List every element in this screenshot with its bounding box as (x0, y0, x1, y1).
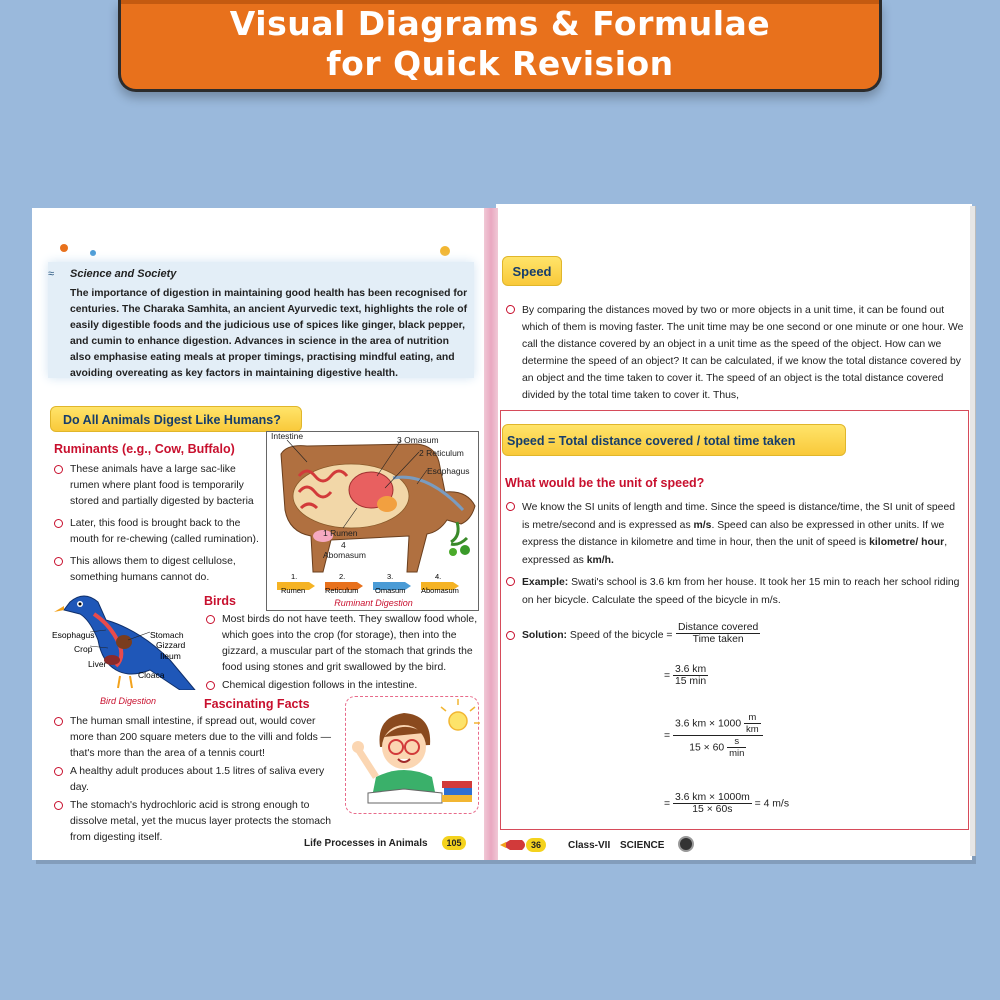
solution-line (506, 628, 806, 644)
step-name: Abomasum (421, 586, 459, 595)
fraction-3 (664, 712, 763, 759)
bird-label: Ileum (160, 651, 181, 661)
list-item: These animals have a large sac-like rumen where plant food is temporarily stored and partially digested by bacteria (54, 462, 264, 510)
list-item: The stomach's hydrochloric acid is strong enough to dissolve metal, yet the mucus layer protects the stomach from digesting itself. (54, 798, 340, 846)
equals-sign: = (664, 730, 671, 742)
unit-text-d: kilometre/ hour (869, 537, 945, 548)
fraction-4 (664, 792, 789, 815)
solution-result: = 4 m/s (754, 798, 790, 810)
unit-denominator: min (729, 748, 745, 759)
unit-numerator: s (727, 736, 746, 748)
step-name: Rumen (281, 586, 306, 595)
bird-label: Gizzard (156, 640, 186, 650)
cow-label: Intestine (271, 431, 304, 441)
example-text (506, 574, 964, 609)
bird-label: Liver (88, 659, 107, 669)
fraction-denominator: Time taken (692, 634, 744, 645)
speed-formula: Speed = Total distance covered / total time taken (507, 434, 796, 448)
cow-label: 2 Reticulum (419, 448, 464, 458)
speed-title: Speed (512, 264, 552, 279)
fraction-denominator: 15 min (674, 676, 707, 687)
solution-label: Solution: (522, 630, 568, 641)
fraction-numerator: 3.6 km × 1000m (674, 792, 750, 803)
promo-banner (118, 0, 882, 92)
decor-dot (90, 250, 96, 256)
section-title-text: Do All Animals Digest Like Humans? (63, 413, 281, 427)
bird-label: Cloaca (138, 670, 165, 680)
unit-text-a: We know the SI units of length and time. Since the speed is distance/time, the SI unit of speed is metre/second and is expressed as (522, 502, 956, 531)
fraction-numerator: Distance covered (678, 622, 759, 633)
footer-class: Class-VII (568, 840, 611, 851)
cow-illustration (267, 432, 480, 612)
speed-formula-pill (502, 424, 846, 456)
step-name: Omasum (375, 586, 406, 595)
page-number-right: 36 (526, 838, 546, 852)
ruminants-list (54, 462, 264, 586)
fraction-2 (664, 664, 708, 687)
speed-title-pill (502, 256, 562, 286)
facts-heading: Fascinating Facts (204, 697, 310, 711)
footer-subject: SCIENCE (620, 840, 665, 851)
section-title-animals (50, 406, 302, 432)
list-item: Later, this food is brought back to the mouth for re-chewing (called rumination). (54, 516, 264, 548)
banner-line-1: Visual Diagrams & Formulae (229, 4, 771, 43)
student-reading-icon (346, 697, 480, 815)
numerator-main: 3.6 km × 1000 (674, 718, 742, 730)
unit-denominator: km (746, 724, 759, 735)
step-number: 4. (435, 572, 442, 581)
decor-dot (60, 244, 68, 252)
fraction-numerator (673, 712, 763, 736)
example-label: Example: (522, 577, 569, 588)
step-number: 1. (291, 572, 298, 581)
formula-frame (500, 410, 969, 830)
bird-caption: Bird Digestion (100, 696, 157, 706)
fraction-denominator: 15 × 60s (692, 804, 733, 815)
facts-list (54, 714, 340, 846)
banner-line-2: for Quick Revision (326, 44, 674, 83)
fraction-numerator: 3.6 km (674, 664, 707, 675)
unit-text-e: , expressed as (522, 537, 948, 566)
step-number: 3. (387, 572, 394, 581)
cow-label: 1 Rumen (323, 528, 358, 538)
unit-text-b: m/s (693, 519, 712, 531)
footer-chapter-title: Life Processes in Animals (304, 838, 428, 849)
denominator-main: 15 × 60 (689, 742, 725, 754)
equals-sign: = (664, 798, 671, 810)
page-number-left: 105 (442, 836, 466, 850)
list-item: Chemical digestion follows in the intestine. (206, 678, 480, 694)
bird-label: Stomach (150, 630, 184, 640)
solution-text: Speed of the bicycle = (567, 630, 673, 641)
book-spine (484, 208, 498, 860)
cow-label: 3 Omasum (397, 435, 439, 445)
unit-heading: What would be the unit of speed? (505, 476, 705, 490)
list-item: Most birds do not have teeth. They swallow food whole, which goes into the crop (for storage), then into the gizzard, a muscular part of the stomach that grinds the food using stones and grit swallowed by the bird. (206, 612, 480, 676)
bird-label: Crop (74, 644, 93, 654)
fraction-denominator (673, 736, 763, 759)
unit-numerator: m (744, 712, 761, 724)
birds-heading: Birds (204, 594, 236, 608)
cow-label: Esophagus (427, 466, 470, 476)
science-society-title: Science and Society (70, 268, 177, 280)
decor-dot (440, 246, 450, 256)
cow-label: 4 (341, 540, 346, 550)
list-item: A healthy adult produces about 1.5 litres of saliva every day. (54, 764, 340, 796)
cow-diagram (266, 431, 479, 611)
cow-label: Abomasum (323, 550, 366, 560)
ruminants-heading: Ruminants (e.g., Cow, Buffalo) (54, 442, 235, 456)
example-body: Swati's school is 3.6 km from her house. It took her 15 min to reach her school riding on her bicycle. Calculate the speed of the bicycle in m/s. (522, 577, 960, 606)
science-society-body: The importance of digestion in maintaining good health has been recognised for centuries. The Charaka Samhita, an ancient Ayurvedic text, highlights the role of easily digestible foods and the judicious use of spices like ginger, black pepper, and cumin to enhance digestion. Advances in science in the area of nutrition also emphasise eating meals at proper timings, practising mindful eating, and avoiding overeating as key factors in maintaining digestive health. (70, 288, 468, 379)
diagram-caption: Ruminant Digestion (334, 598, 413, 608)
bird-label: Esophagus (52, 630, 95, 640)
page-edge (970, 206, 976, 856)
equals-sign: = (664, 670, 671, 682)
step-number: 2. (339, 572, 346, 581)
fraction-1 (676, 622, 760, 645)
publisher-logo-icon (678, 836, 694, 852)
student-illustration (345, 696, 479, 814)
wave-icon: ≈ (48, 268, 55, 280)
list-item: This allows them to digest cellulose, something humans cannot do. (54, 554, 264, 586)
unit-text (506, 499, 964, 569)
unit-text-c: . Speed can also be expressed in other units. If we express the distance in kilometre and time in hour, then the unit of speed is (522, 519, 945, 548)
birds-list (206, 612, 480, 694)
list-item: The human small intestine, if spread out, would cover more than 200 square meters due to the villi and folds — that's more than the area of a tennis court! (54, 714, 340, 762)
speed-intro: By comparing the distances moved by two or more objects in a unit time, it can be found out which of them is moving faster. The unit time may be one second or one minute or one hour. We call the distance covered by an object in a unit time as the speed of the object. How can we determine the speed of an object? It can be calculated, if we know the total distance covered by an object and the time taken to cover it. The speed of an object is the total distance covered divided by the total time taken to cover it. Thus, (506, 302, 964, 404)
unit-text-f: km/h. (586, 554, 614, 566)
step-name: Reticulum (325, 586, 359, 595)
